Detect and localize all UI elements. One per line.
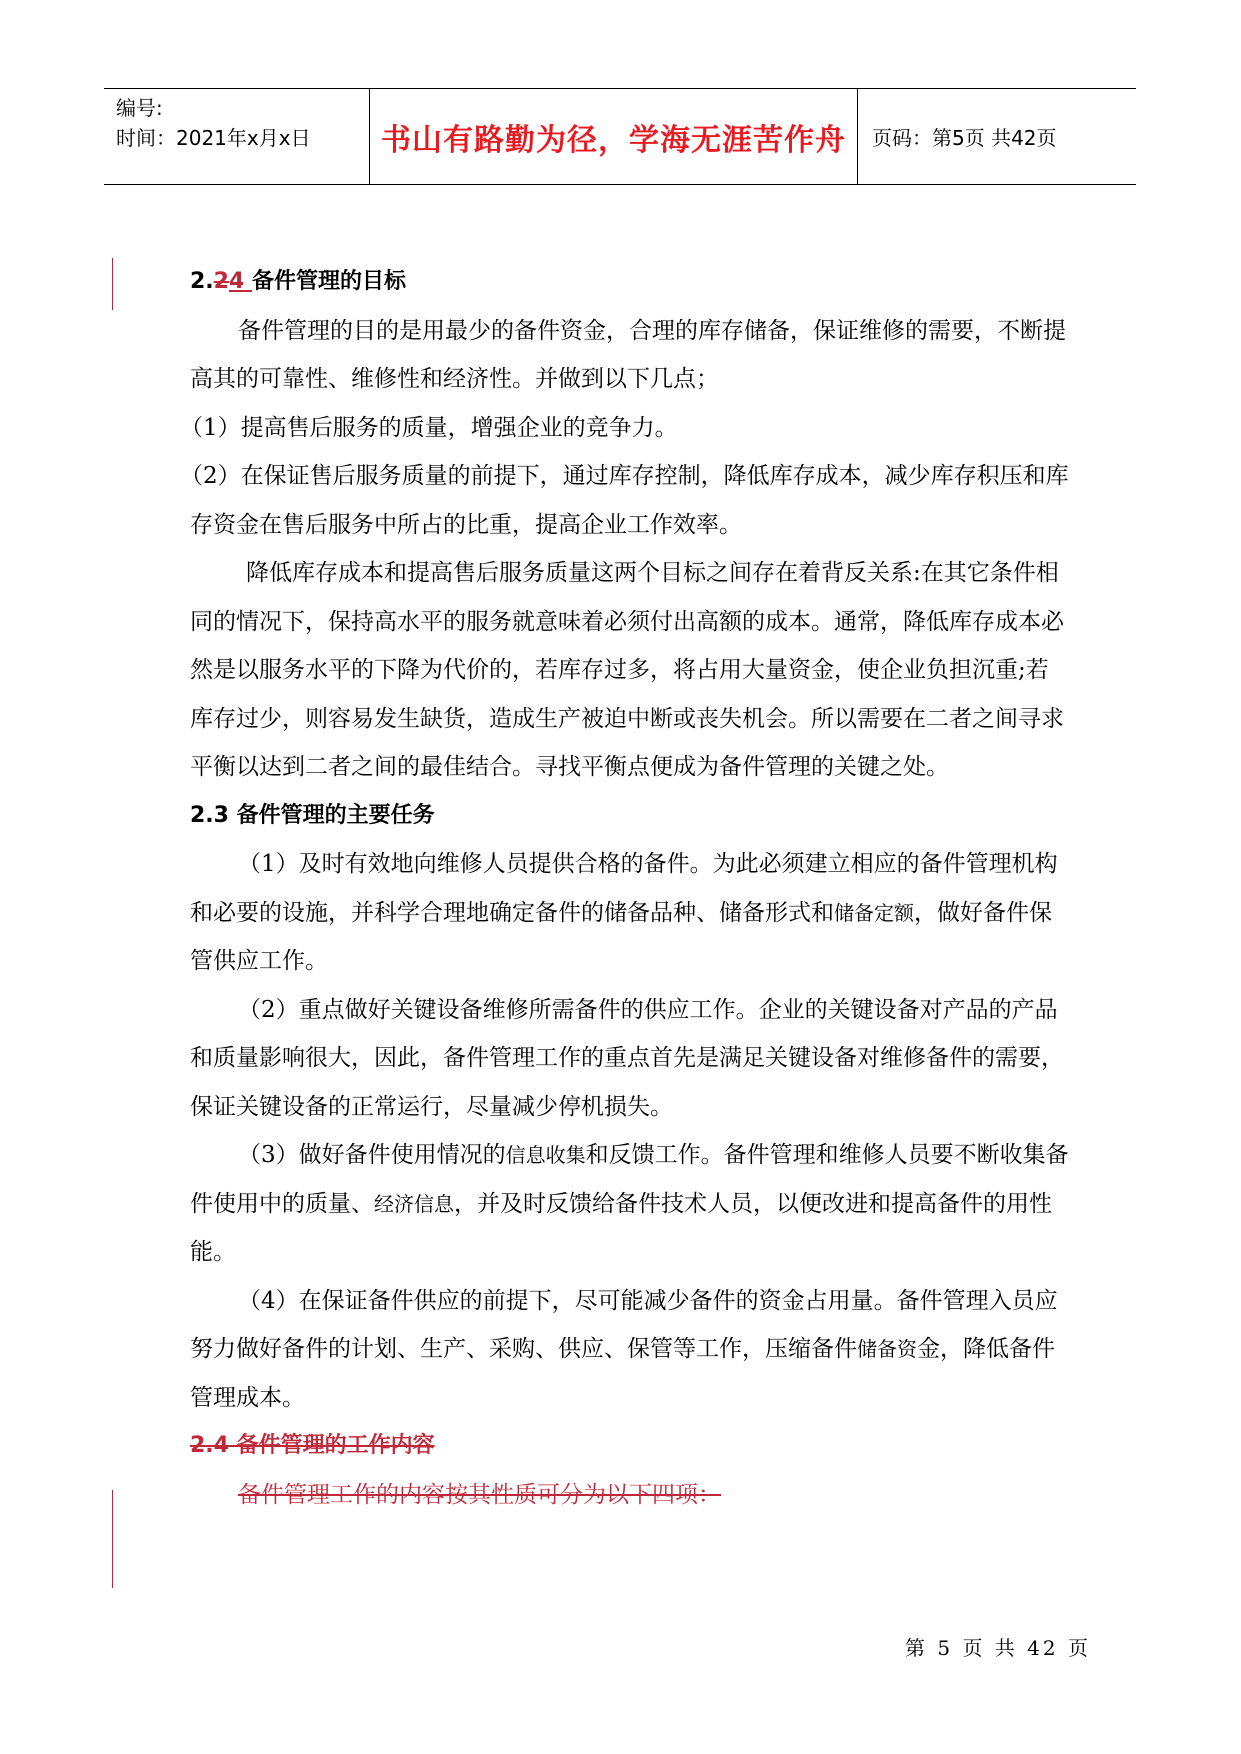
list-item: （1）提高售后服务的质量，增强企业的竞争力。: [180, 414, 678, 441]
header-divider: [857, 89, 858, 184]
paragraph: （3）做好备件使用情况的信息收集和反馈工作。备件管理和维修人员要不断收集备件使用中的质量、经济信息，并及时反馈给备件技术人员，以便改进和提高备件的用性能。: [190, 1142, 1069, 1265]
paragraph: （1）及时有效地向维修人员提供合格的备件。为此必须建立相应的备件管理机构和必要的设施，并科学合理地确定备件的储备品种、储备形式和储备定额，做好备件保管供应工作。: [190, 851, 1058, 974]
deleted-paragraph: 备件管理工作的内容按其性质可分为以下四项：: [238, 1481, 721, 1508]
header-meta: [116, 93, 362, 153]
inserted-text: 4: [228, 269, 245, 294]
document-time: 时间：2021年x月x日: [116, 126, 311, 150]
list-item: （2）在保证售后服务质量的前提下，通过库存控制，降低库存成本，减少库存积压和库存资金在售后服务中所占的比重，提高企业工作效率。: [180, 463, 1069, 538]
paragraph: 备件管理的目的是用最少的备件资金，合理的库存储备，保证维修的需要，不断提高其的可靠性、维修性和经济性。并做到以下几点；: [190, 317, 1066, 392]
revision-change-bar: [112, 1490, 113, 1588]
paragraph: 降低库存成本和提高售后服务质量这两个目标之间存在着背反关系:在其它条件相同的情况下，保持高水平的服务就意味着必须付出高额的成本。通常，降低库存成本必然是以服务水平的下降为代价的，若库存过多，将占用大量资金，使企业负担沉重;若库存过少，则容易发生缺货，造成生产被迫中断或丧失机会。所以需要在二者之间寻求平衡以达到二者之间的最佳结合。寻找平衡点便成为备件管理的关键之处。: [190, 560, 1064, 780]
paragraph: （2）重点做好关键设备维修所需备件的供应工作。企业的关键设备对产品的产品和质量影响很大，因此，备件管理工作的重点首先是满足关键设备对维修备件的需要，保证关键设备的正常运行，尽量减少停机损失。: [190, 996, 1064, 1120]
page-header: [104, 88, 1136, 185]
section-heading-2-4: 2.4 备件管理的工作内容: [190, 1433, 435, 1458]
header-page-number: 页码：第5页 共42页: [872, 126, 1057, 150]
document-number: 编号:: [116, 96, 163, 120]
document-body: [180, 258, 1070, 1519]
page-footer: 第 5 页 共 42 页: [905, 1636, 1091, 1660]
paragraph: （4）在保证备件供应的前提下，尽可能减少备件的资金占用量。备件管理入员应努力做好备件的计划、生产、采购、供应、保管等工作，压缩备件储备资金，降低备件管理成本。: [190, 1287, 1058, 1411]
deleted-text: 2: [213, 269, 229, 294]
section-heading-2-3: 2.3 备件管理的主要任务: [190, 802, 435, 828]
revision-change-bar: [112, 258, 113, 310]
section-title: 备件管理的目标: [251, 269, 406, 294]
header-motto: 书山有路勤为径，学海无涯苦作舟: [381, 122, 846, 158]
section-heading-2-2: 2.24 备件管理的目标: [190, 269, 406, 294]
